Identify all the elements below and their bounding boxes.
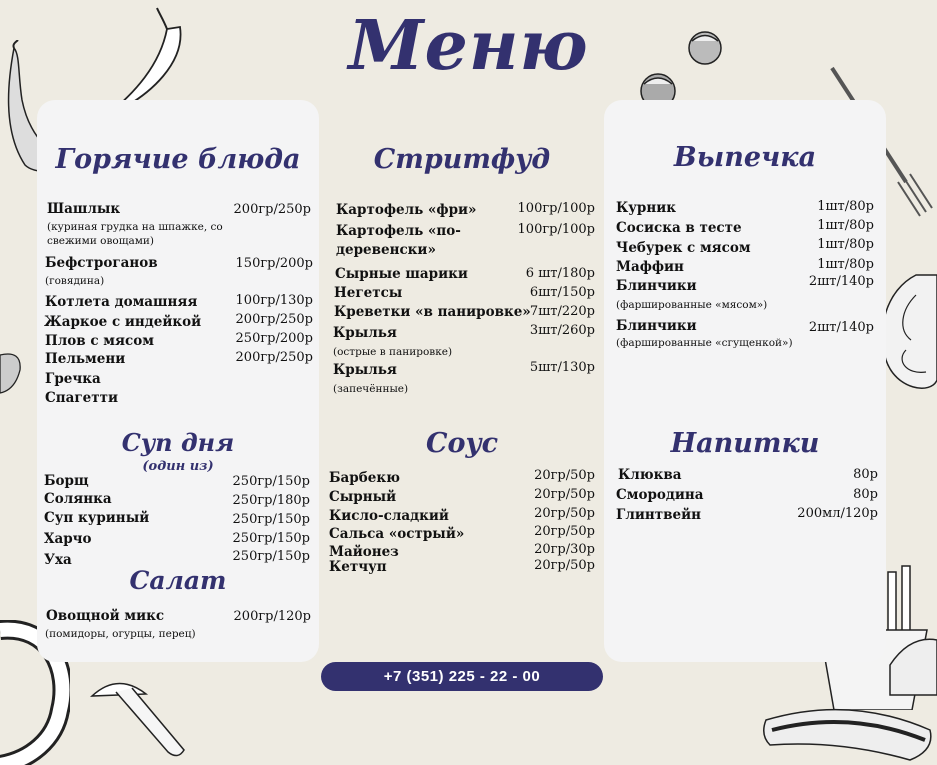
menu-item: Смородина: [616, 487, 704, 503]
item-price: 20гр/50р: [534, 524, 595, 539]
burger-icon: [880, 635, 937, 705]
item-price: 2шт/140р: [808, 320, 874, 335]
item-price: 200мл/120р: [797, 506, 878, 521]
item-price: 20гр/30р: [534, 542, 595, 557]
item-price: 80р: [853, 487, 878, 502]
menu-item: Кетчуп: [329, 559, 387, 575]
menu-item: Сырный: [329, 489, 397, 505]
menu-item: Майонез: [329, 544, 399, 560]
item-price: 150гр/200р: [235, 256, 313, 271]
item-price: 80р: [853, 467, 878, 482]
sauce-title: Соус: [425, 428, 499, 459]
item-note: (куриная грудка на шпажке, со свежими овощами): [47, 221, 223, 247]
bakery-card: [604, 100, 886, 662]
item-price: 7шт/220р: [529, 304, 595, 319]
mushroom-icon: [88, 676, 188, 765]
soup-title: Суп дня: [121, 428, 235, 457]
item-price: 5шт/130р: [529, 360, 595, 375]
item-price: 200гр/120р: [233, 609, 311, 624]
item-note: (запечённые): [333, 383, 409, 395]
item-price: 20гр/50р: [534, 468, 595, 483]
menu-item: Крылья: [333, 362, 397, 378]
item-price: 20гр/50р: [534, 487, 595, 502]
item-price: 200гр/250р: [235, 312, 313, 327]
item-price: 250гр/150р: [232, 512, 310, 527]
menu-item: Негетсы: [334, 285, 403, 301]
menu-item: Спагетти: [45, 390, 118, 406]
menu-item: Кисло-сладкий: [329, 508, 449, 524]
menu-item: Овощной микс: [46, 608, 165, 624]
menu-item: Барбекю: [329, 470, 400, 486]
menu-item: Гречка: [45, 371, 101, 387]
item-price: 1шт/80р: [817, 218, 874, 233]
item-note: (говядина): [45, 275, 105, 287]
menu-item: Пельмени: [45, 351, 126, 367]
menu-item: Сальса «острый»: [329, 526, 465, 542]
item-price: 6 шт/180р: [525, 266, 595, 281]
item-price: 250гр/150р: [232, 474, 310, 489]
menu-item: Клюква: [618, 467, 682, 483]
drinks-title: Напитки: [670, 428, 820, 459]
item-price: 250гр/180р: [232, 493, 310, 508]
chili-pepper-icon: [0, 345, 24, 395]
streetfood-card: [321, 100, 603, 662]
item-price: 2шт/140р: [808, 274, 874, 289]
item-price: 100гр/130р: [235, 293, 313, 308]
menu-item: Глинтвейн: [616, 507, 701, 523]
item-price: 200гр/250р: [233, 202, 311, 217]
item-price: 20гр/50р: [534, 558, 595, 573]
menu-item: Сырные шарики: [335, 266, 468, 282]
hot-dishes-card: [37, 100, 319, 662]
item-price: 100гр/100р: [517, 222, 595, 237]
menu-item: Блинчики: [616, 318, 697, 334]
menu-title: Меню: [348, 6, 589, 86]
item-note: (острые в панировке): [333, 346, 453, 358]
menu-item: Блинчики: [616, 278, 697, 294]
item-price: 20гр/50р: [534, 506, 595, 521]
soup-subtitle: (один из): [142, 459, 214, 474]
streetfood-title: Стритфуд: [373, 144, 551, 175]
menu-item: Котлета домашняя: [45, 294, 198, 310]
item-price: 250гр/150р: [232, 549, 310, 564]
item-price: 100гр/100р: [517, 201, 595, 216]
menu-item: Харчо: [44, 531, 92, 547]
menu-item: Картофель «фри»: [336, 202, 477, 218]
item-note: (помидоры, огурцы, перец): [45, 628, 196, 640]
menu-item: Борщ: [44, 473, 89, 489]
bakery-title: Выпечка: [673, 142, 817, 173]
item-price: 250гр/150р: [232, 531, 310, 546]
menu-item: Солянка: [44, 491, 112, 507]
menu-item: Курник: [616, 200, 677, 216]
phone-button[interactable]: +7 (351) 225 - 22 - 00: [321, 662, 603, 691]
menu-item: Крылья: [333, 325, 397, 341]
hot-dishes-title: Горячие блюда: [55, 144, 301, 175]
menu-item: Маффин: [616, 259, 684, 275]
menu-item: Жаркое с индейкой: [44, 314, 202, 330]
item-price: 6шт/150р: [529, 285, 595, 300]
menu-item: Шашлык: [47, 201, 121, 217]
item-price: 1шт/80р: [817, 199, 874, 214]
menu-item: Сосиска в тесте: [616, 220, 742, 236]
menu-item: Креветки «в панировке»: [334, 304, 531, 320]
item-price: 200гр/250р: [235, 350, 313, 365]
item-price: 1шт/80р: [817, 237, 874, 252]
item-price: 1шт/80р: [817, 257, 874, 272]
item-note: (фаршированные «сгущенкой»): [616, 337, 793, 349]
menu-item: Плов с мясом: [45, 333, 154, 349]
menu-item: Картофель «по-деревенски»: [336, 223, 461, 258]
item-price: 250гр/200р: [235, 331, 313, 346]
menu-item: Уха: [44, 552, 72, 568]
item-note: (фаршированные «мясом»): [616, 299, 768, 311]
menu-item: Чебурек с мясом: [616, 240, 751, 256]
menu-item: Суп куриный: [44, 510, 150, 526]
salad-title: Салат: [129, 566, 227, 595]
item-price: 3шт/260р: [529, 323, 595, 338]
menu-item: Бефстроганов: [45, 255, 158, 271]
